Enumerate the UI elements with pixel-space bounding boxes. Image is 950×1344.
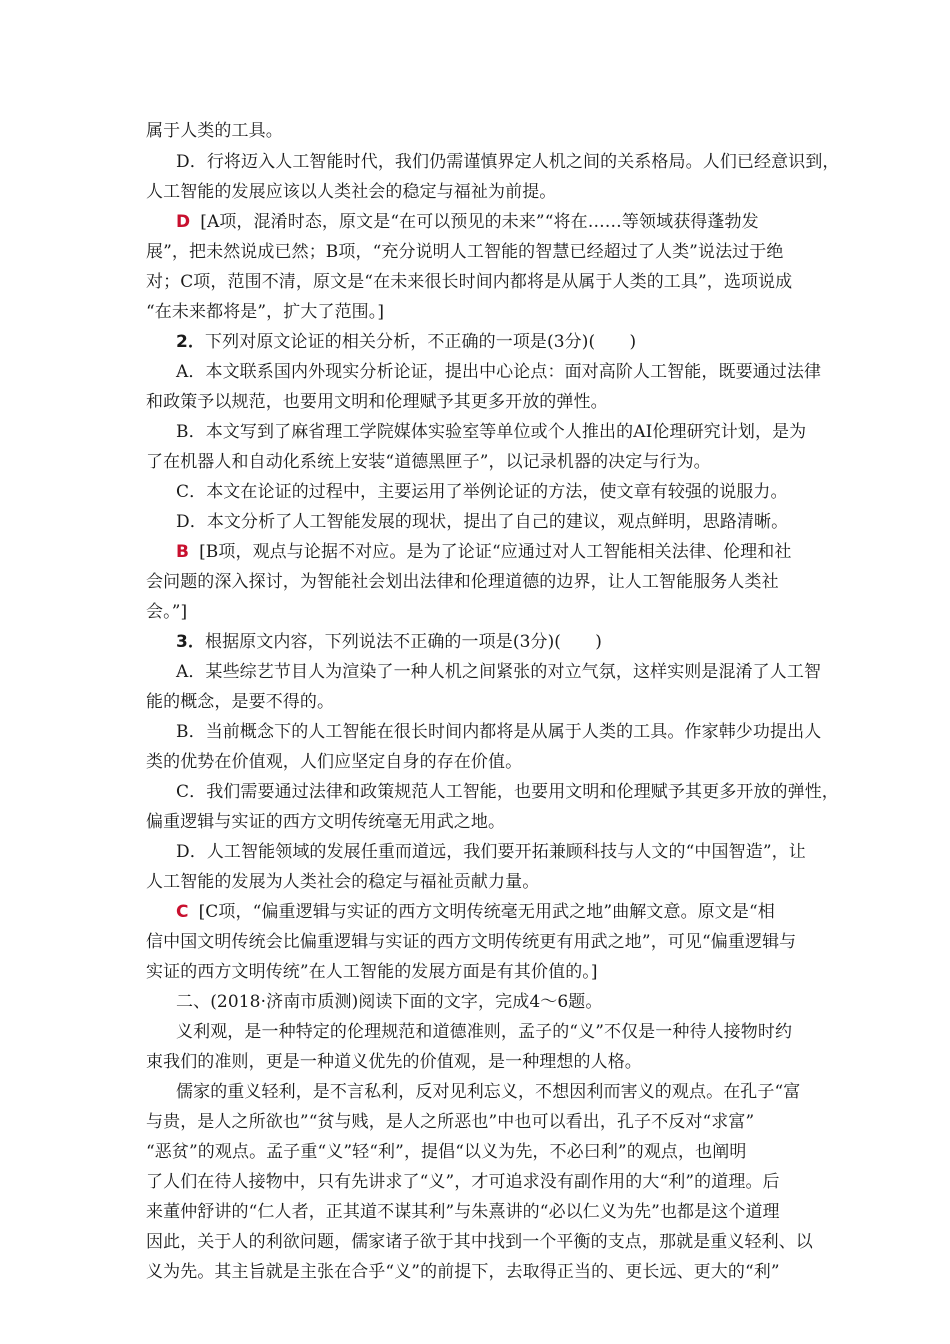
q2-explanation-line1 <box>176 538 836 566</box>
q3-explanation-line3: 实证的西方文明传统”在人工智能的发展方面是有其价值的。] <box>146 962 598 982</box>
q2-option-c: C．本文在论证的过程中，主要运用了举例论证的方法，使文章有较强的说服力。 <box>176 482 788 502</box>
passage-p2-line4: 了人们在待人接物中，只有先讲求了“义”，才可追求没有副作用的大“利”的道理。后 <box>146 1172 780 1192</box>
q2-stem-text: 下列对原文论证的相关分析，不正确的一项是(3分)( ) <box>205 332 637 352</box>
passage-p2-line6: 因此，关于人的利欲问题，儒家诸子欲于其中找到一个平衡的支点，那就是重义轻利、以 <box>146 1232 813 1252</box>
q1-option-c-tail: 属于人类的工具。 <box>146 121 283 141</box>
q3-option-c-line1: C．我们需要通过法律和政策规范人工智能，也要用文明和伦理赋予其更多开放的弹性， <box>176 782 839 802</box>
q1-explanation-line1 <box>176 208 836 236</box>
q1-explanation-text: [A项，混淆时态，原文是“在可以预见的未来”“将在……等领域获得蓬勃发 <box>200 212 759 232</box>
q3-option-a-line1: A．某些综艺节目人为渲染了一种人机之间紧张的对立气氛，这样实则是混淆了人工智 <box>176 662 822 682</box>
q3-option-d-line1: D．人工智能领域的发展任重而道远，我们要开拓兼顾科技与人文的“中国智造”，让 <box>176 842 806 862</box>
q3-option-b-line1: B．当前概念下的人工智能在很长时间内都将是从属于人类的工具。作家韩少功提出人 <box>176 722 822 742</box>
q2-option-d: D．本文分析了人工智能发展的现状，提出了自己的建议，观点鲜明，思路清晰。 <box>176 512 789 532</box>
q2-stem <box>176 328 836 356</box>
passage-p2-line5: 来董仲舒讲的“仁人者，正其道不谋其利”与朱熹讲的“必以仁义为先”也都是这个道理 <box>146 1202 780 1222</box>
q3-number: 3． <box>176 632 206 652</box>
q2-option-b-line2: 了在机器人和自动化系统上安装“道德黑匣子”，以记录机器的决定与行为。 <box>146 452 711 472</box>
passage-p2-line7: 义为先。其主旨就是主张在合乎“义”的前提下，去取得正当的、更长远、更大的“利” <box>146 1262 780 1282</box>
passage-p1-line1: 义利观，是一种特定的伦理规范和道德准则，孟子的“义”不仅是一种待人接物时约 <box>176 1022 793 1042</box>
q3-option-b-line2: 类的优势在价值观，人们应坚定自身的存在价值。 <box>146 752 523 772</box>
q2-explanation-line2: 会问题的深入探讨，为智能社会划出法律和伦理道德的边界，让人工智能服务人类社 <box>146 572 779 592</box>
q2-option-b-line1: B．本文写到了麻省理工学院媒体实验室等单位或个人推出的AI伦理研究计划，是为 <box>176 422 807 442</box>
q1-explanation-line3: 对；C项，范围不清，原文是“在未来很长时间内都将是从属于人类的工具”，选项说成 <box>146 272 793 292</box>
q2-answer-letter: B <box>176 542 190 562</box>
q2-number: 2． <box>176 332 206 352</box>
q3-answer-letter: C <box>176 902 189 922</box>
q1-answer-letter: D <box>176 212 191 232</box>
passage-p2-line1: 儒家的重义轻利，是不言私利，反对见利忘义，不想因利而害义的观点。在孔子“富 <box>176 1082 801 1102</box>
q2-option-a-line2: 和政策予以规范，也要用文明和伦理赋予其更多开放的弹性。 <box>146 392 608 412</box>
q1-option-d-line1: D．行将迈入人工智能时代，我们仍需谨慎界定人机之间的关系格局。人们已经意识到， <box>176 152 840 172</box>
passage-p2-line3: “恶贫”的观点。孟子重“义”轻“利”，提倡“以义为先，不必曰利”的观点，也阐明 <box>146 1142 747 1162</box>
q3-stem <box>176 628 836 656</box>
q3-option-a-line2: 能的概念，是要不得的。 <box>146 692 335 712</box>
q3-explanation-text: [C项，“偏重逻辑与实证的西方文明传统毫无用武之地”曲解文意。原文是“相 <box>198 902 775 922</box>
q1-option-d-line2: 人工智能的发展应该以人类社会的稳定与福祉为前提。 <box>146 182 557 202</box>
q2-explanation-text: [B项，观点与论据不对应。是为了论证“应通过对人工智能相关法律、伦理和社 <box>199 542 792 562</box>
q2-option-a-line1: A．本文联系国内外现实分析论证，提出中心论点：面对高阶人工智能，既要通过法律 <box>176 362 822 382</box>
section2-heading: 二、(2018·济南市质测)阅读下面的文字，完成4～6题。 <box>176 992 603 1012</box>
q1-explanation-line2: 展”，把未然说成已然；B项，“充分说明人工智能的智慧已经超过了人类”说法过于绝 <box>146 242 784 262</box>
q3-explanation-line2: 信中国文明传统会比偏重逻辑与实证的西方文明传统更有用武之地”，可见“偏重逻辑与 <box>146 932 797 952</box>
q2-explanation-line3: 会。”] <box>146 602 188 622</box>
q1-explanation-line4: “在未来都将是”，扩大了范围。] <box>146 302 385 322</box>
q3-explanation-line1 <box>176 898 836 926</box>
q3-option-d-line2: 人工智能的发展为人类社会的稳定与福祉贡献力量。 <box>146 872 540 892</box>
passage-p2-line2: 与贵，是人之所欲也”“贫与贱，是人之所恶也”中也可以看出，孔子不反对“求富” <box>146 1112 755 1132</box>
q3-stem-text: 根据原文内容，下列说法不正确的一项是(3分)( ) <box>205 632 602 652</box>
q3-option-c-line2: 偏重逻辑与实证的西方文明传统毫无用武之地。 <box>146 812 506 832</box>
passage-p1-line2: 束我们的准则，更是一种道义优先的价值观，是一种理想的人格。 <box>146 1052 642 1072</box>
